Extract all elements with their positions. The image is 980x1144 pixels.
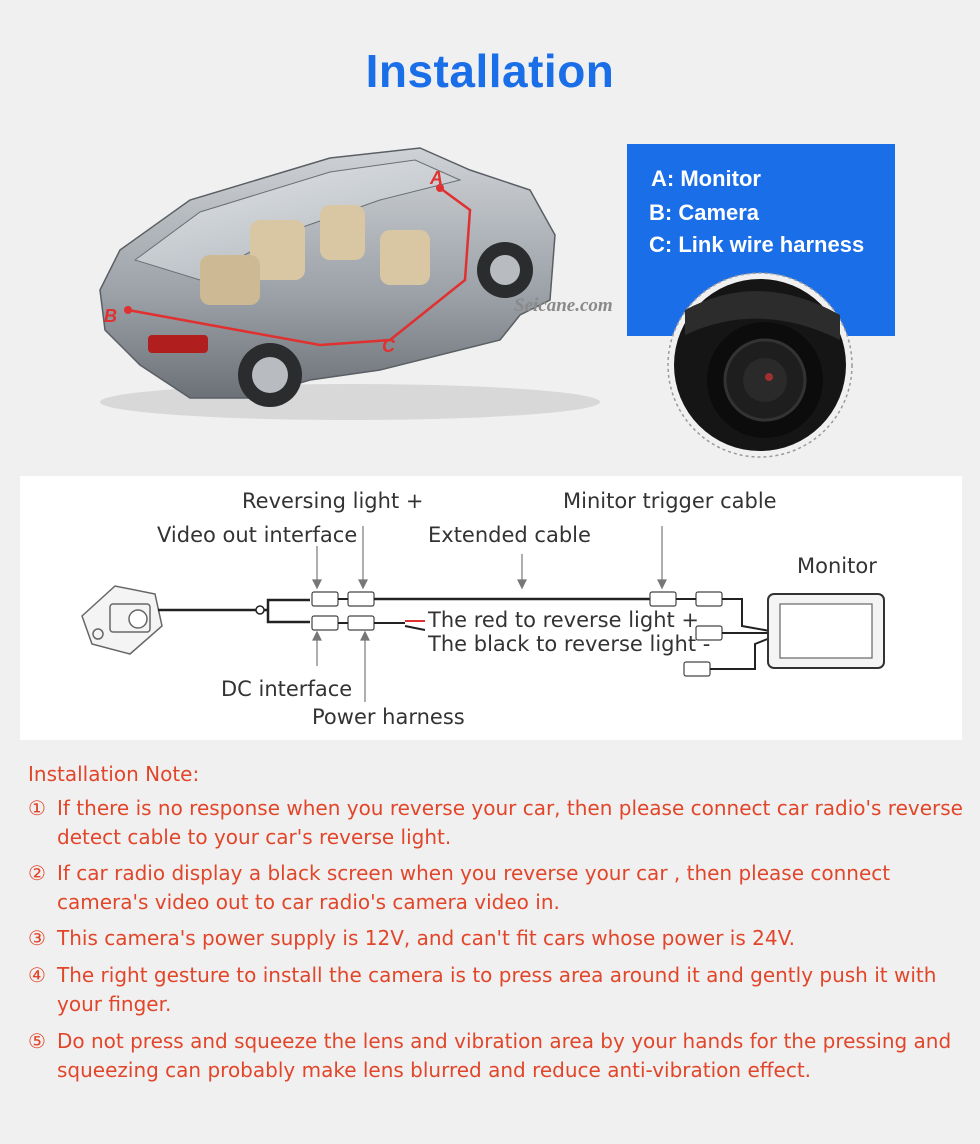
note-text: If car radio display a black screen when you reverse your car , then please connect camera's video out to car radio's camera video in. — [57, 861, 891, 914]
car-label-c: C — [382, 336, 395, 356]
camera-closeup-image — [665, 270, 855, 460]
note-text: The right gesture to install the camera is to press area around it and gently push it with your finger. — [57, 963, 937, 1016]
label-power-harness: Power harness — [312, 705, 465, 729]
label-video-out: Video out interface — [157, 523, 358, 547]
note-item — [28, 1027, 968, 1085]
camera-icon — [82, 586, 162, 654]
car-illustration — [80, 140, 640, 430]
note-item — [28, 961, 968, 1019]
label-dc-interface: DC interface — [221, 677, 353, 701]
note-number: ① — [28, 796, 46, 820]
legend-monitor: A: Monitor — [651, 166, 761, 191]
legend-camera: B: Camera — [649, 200, 760, 225]
note-item — [28, 859, 968, 917]
legend-harness: C: Link wire harness — [649, 232, 865, 257]
wiring-diagram — [20, 476, 962, 740]
note-item — [28, 794, 968, 852]
label-red-wire: The red to reverse light + — [428, 608, 700, 632]
label-extended-cable: Extended cable — [428, 523, 591, 547]
note-number: ⑤ — [28, 1029, 46, 1053]
monitor-icon — [768, 594, 884, 668]
page-title: Installation — [365, 45, 615, 97]
label-monitor-trigger: Minitor trigger cable — [563, 489, 777, 513]
note-number: ② — [28, 861, 46, 885]
installation-notes — [28, 762, 968, 1085]
note-text: This camera's power supply is 12V, and can't fit cars whose power is 24V. — [57, 926, 796, 950]
label-monitor: Monitor — [797, 554, 877, 578]
label-reversing-light: Reversing light + — [242, 489, 424, 513]
note-number: ④ — [28, 963, 46, 987]
watermark: Seicane.com — [514, 295, 613, 316]
note-number: ③ — [28, 926, 46, 950]
note-text: Do not press and squeeze the lens and vibration area by your hands for the pressing and squeezing can probably make lens blurred and reduce anti-vibration effect. — [57, 1029, 952, 1082]
label-black-wire: The black to reverse light - — [428, 632, 711, 656]
notes-heading: Installation Note: — [28, 762, 200, 786]
note-item — [28, 924, 968, 953]
car-label-b: B — [104, 306, 117, 326]
note-text: If there is no response when you reverse your car, then please connect car radio's reverse detect cable to your car's reverse light. — [57, 796, 963, 849]
car-label-a: A — [430, 168, 443, 188]
